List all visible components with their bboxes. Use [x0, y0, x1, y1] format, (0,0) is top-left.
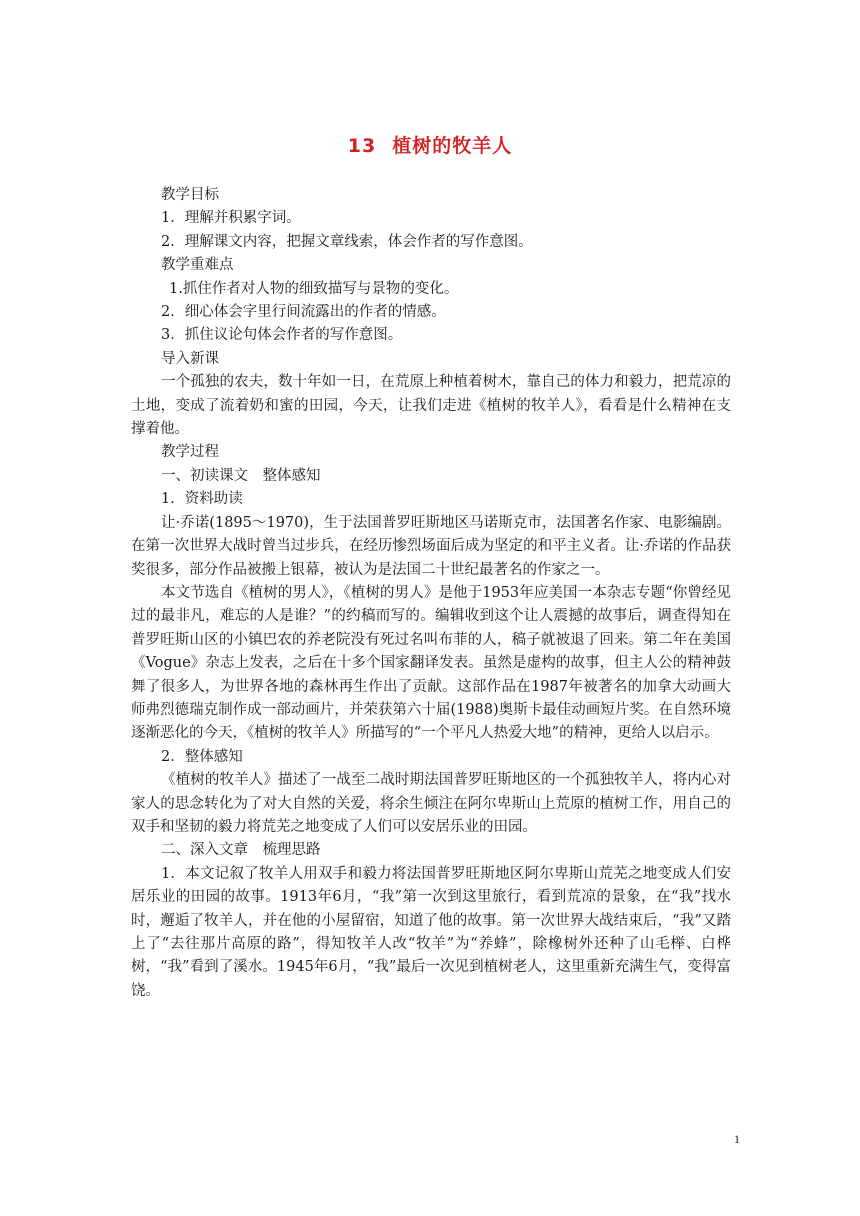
key-point-3: 3．抓住议论句体会作者的写作意图。 [161, 327, 403, 344]
section-1-item-1: 1．资料助读 [161, 491, 243, 508]
document-title [0, 131, 860, 158]
goals-heading: 教学目标 [161, 187, 219, 203]
author-paragraph: 让·乔诺(1895～1970)，生于法国普罗旺斯地区马诺斯克市，法国著名作家、电影编剧。在第一次世界大战时曾当过步兵，在经历惨烈场面后成为坚定的和平主义者。让·乔诺的作品获奖很多，部分作品被搬上银幕，被认为是法国二十世纪最著名的作家之一。 [131, 514, 731, 578]
lesson-title: 植树的牧羊人 [392, 135, 513, 157]
section-1-item-2: 2．整体感知 [161, 748, 243, 765]
document-body [131, 184, 731, 1003]
goal-item-1: 1．理解并积累字词。 [161, 210, 301, 227]
key-point-1: 1.抓住作者对人物的细致描写与景物的变化。 [169, 280, 459, 297]
key-point-2: 2．细心体会字里行间流露出的作者的情感。 [161, 304, 446, 321]
intro-heading: 导入新课 [161, 350, 219, 367]
section-2-paragraph-1: 1．本文记叙了牧羊人用双手和毅力将法国普罗旺斯地区阿尔卑斯山荒芜之地变成人们安居乐业的田园的故事。1913年6月，“我”第一次到这里旅行，看到荒凉的景象，在“我”找水时，邂逅了牧羊人，并在他的小屋留宿，知道了他的故事。第一次世界大战结束后，“我”又踏上了“去往那片高原的路”，得知牧羊人改“牧羊”为“养蜂”，除橡树外还种了山毛榉、白桦树，“我”看到了溪水。1945年6月，“我”最后一次见到植树老人，这里重新充满生气，变得富饶。 [131, 865, 731, 999]
goal-item-2: 2．理解课文内容，把握文章线索，体会作者的写作意图。 [161, 233, 533, 250]
lesson-number: 13 [347, 135, 377, 157]
source-paragraph: 本文节选自《植树的男人》，《植树的男人》是他于1953年应美国一本杂志专题“你曾经见过的最非凡，难忘的人是谁？”的约稿而写的。编辑收到这个让人震撼的故事后，调查得知在普罗旺斯山区的小镇巴农的养老院没有死过名叫布菲的人，稿子就被退了回来。第二年在美国《Vogue》杂志上发表，之后在十多个国家翻译发表。虽然是虚构的故事，但主人公的精神鼓舞了很多人，为世界各地的森林再生作出了贡献。这部作品在1987年被著名的加拿大动画大师弗烈德瑞克制作成一部动画片，并荣获第六十届(1988)奥斯卡最佳动画短片奖。在自然环境逐渐恶化的今天，《植树的牧羊人》所描写的“一个平凡人热爱大地”的精神，更给人以启示。 [131, 584, 731, 742]
overview-paragraph: 《植树的牧羊人》描述了一战至二战时期法国普罗旺斯地区的一个孤独牧羊人，将内心对家人的思念转化为了对大自然的关爱，将余生倾注在阿尔卑斯山上荒原的植树工作，用自己的双手和坚韧的毅力将荒芜之地变成了人们可以安居乐业的田园。 [131, 772, 731, 835]
process-heading: 教学过程 [161, 444, 219, 461]
section-1-heading: 一、初读课文 整体感知 [161, 467, 321, 484]
key-points-heading: 教学重难点 [161, 257, 234, 274]
section-2-heading: 二、深入文章 梳理思路 [161, 842, 321, 859]
page-number: 1 [734, 1132, 740, 1146]
intro-paragraph: 一个孤独的农夫，数十年如一日，在荒原上种植着树木，靠自己的体力和毅力，把荒凉的土地，变成了流着奶和蜜的田园，今天，让我们走进《植树的牧羊人》，看看是什么精神在支撑着他。 [131, 374, 731, 438]
